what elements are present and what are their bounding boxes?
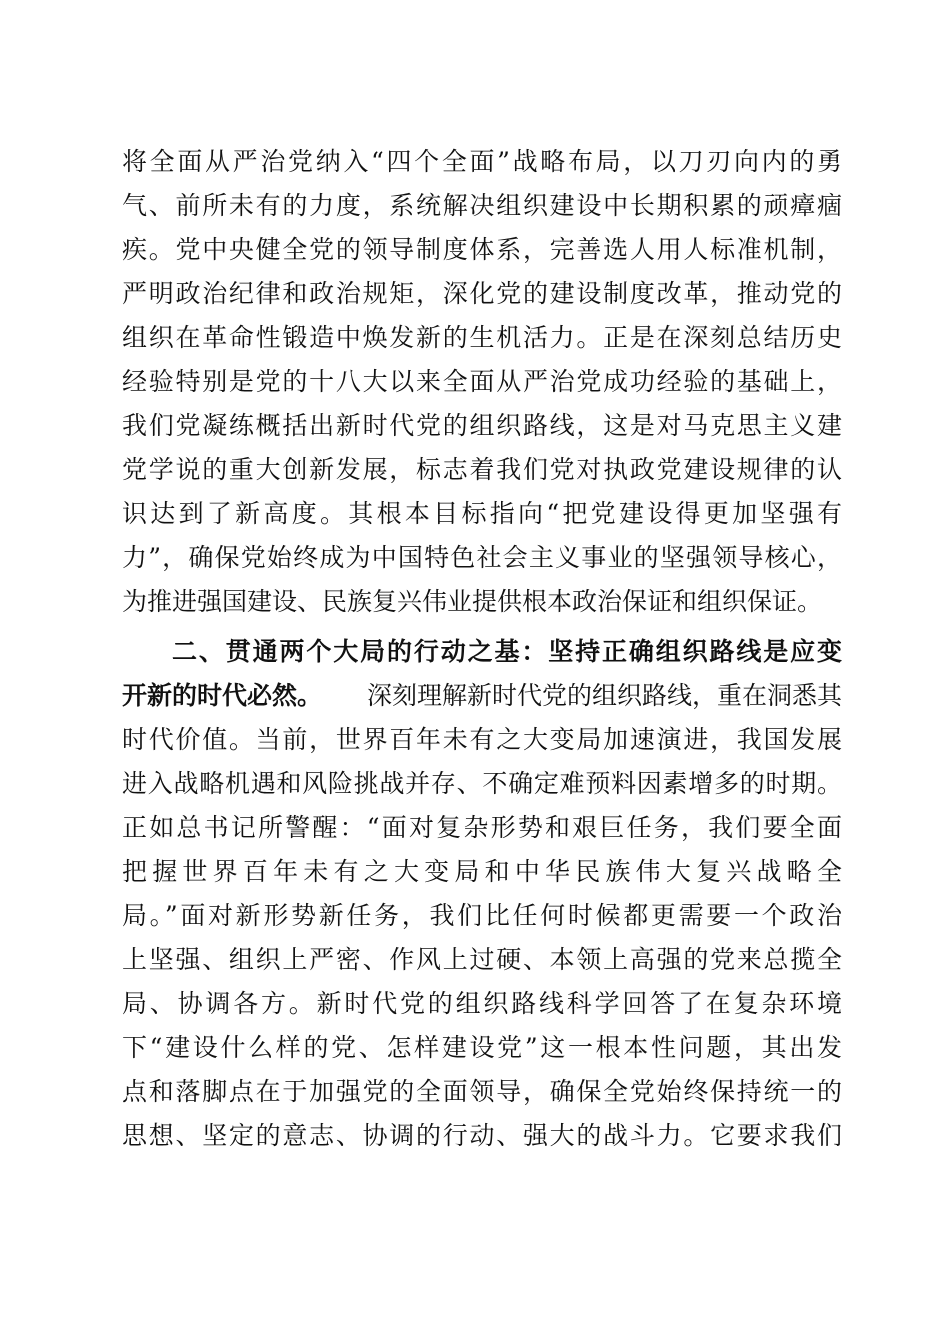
text-line: 思想、坚定的意志、协调的行动、强大的战斗力。它要求我们 xyxy=(122,1121,842,1150)
text-line: 气、前所未有的力度，系统解决组织建设中长期积累的顽瘴痼 xyxy=(122,191,842,220)
text-line: 把握世界百年未有之大变局和中华民族伟大复兴战略全 xyxy=(122,857,842,886)
section-heading: 二、贯通两个大局的行动之基：坚持正确组织路线是应变 xyxy=(172,637,842,666)
text-line: 下“建设什么样的党、怎样建设党”这一根本性问题，其出发 xyxy=(122,1033,842,1062)
text-line: 正如总书记所警醒：“面对复杂形势和艰巨任务，我们要全面 xyxy=(122,813,842,842)
text-line: 严明政治纪律和政治规矩，深化党的建设制度改革，推动党的 xyxy=(122,279,842,308)
section-heading-end: 开新的时代必然。 xyxy=(122,681,323,710)
text-line: 党学说的重大创新发展，标志着我们党对执政党建设规律的认 xyxy=(122,455,842,484)
text-line: 我们党凝练概括出新时代党的组织路线，这是对马克思主义建 xyxy=(122,411,842,440)
text-line: 组织在革命性锻造中焕发新的生机活力。正是在深刻总结历史 xyxy=(122,323,842,352)
text-line: 局。”面对新形势新任务，我们比任何时候都更需要一个政治 xyxy=(122,901,842,930)
text-line: 时代价值。当前，世界百年未有之大变局加速演进，我国发展 xyxy=(122,725,842,754)
text-line: 力”，确保党始终成为中国特色社会主义事业的坚强领导核心， xyxy=(122,543,842,572)
text-line-rest: 深刻理解新时代党的组织路线，重在洞悉其 xyxy=(366,681,842,710)
text-line: 点和落脚点在于加强党的全面领导，确保全党始终保持统一的 xyxy=(122,1077,842,1106)
text-line: 将全面从严治党纳入“四个全面”战略布局，以刀刃向内的勇 xyxy=(122,147,842,176)
text-line: 上坚强、组织上严密、作风上过硬、本领上高强的党来总揽全 xyxy=(122,945,842,974)
text-line: 疾。党中央健全党的领导制度体系，完善选人用人标准机制， xyxy=(122,235,842,264)
text-line: 进入战略机遇和风险挑战并存、不确定难预料因素增多的时期。 xyxy=(122,769,842,798)
text-line: 局、协调各方。新时代党的组织路线科学回答了在复杂环境 xyxy=(122,989,842,1018)
heading-continuation-line xyxy=(122,674,842,718)
text-line: 经验特别是党的十八大以来全面从严治党成功经验的基础上， xyxy=(122,367,842,396)
text-line: 识达到了新高度。其根本目标指向“把党建设得更加坚强有 xyxy=(122,499,842,528)
text-line: 为推进强国建设、民族复兴伟业提供根本政治保证和组织保证。 xyxy=(122,587,823,616)
